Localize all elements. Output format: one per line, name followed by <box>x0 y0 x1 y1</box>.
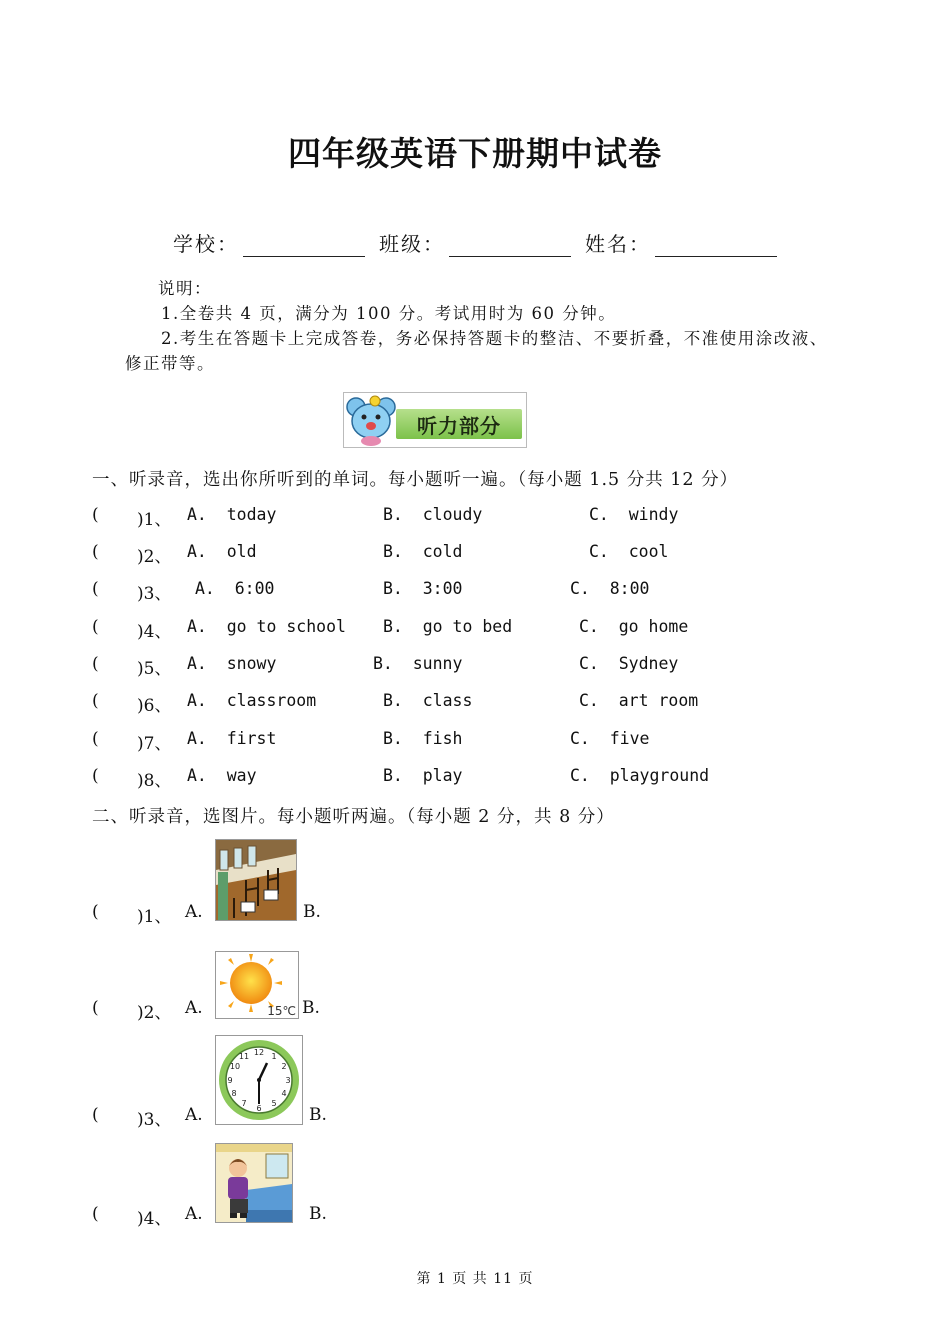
question-row-8 <box>92 766 872 792</box>
svg-text:12: 12 <box>253 1048 265 1057</box>
question-number: )4、 <box>137 622 172 642</box>
svg-text:1: 1 <box>271 1052 277 1061</box>
option-b[interactable]: B. fish <box>383 729 463 748</box>
answer-paren[interactable]: ( <box>92 542 99 562</box>
question-row-3 <box>92 579 872 605</box>
svg-text:8: 8 <box>231 1089 237 1098</box>
svg-text:11: 11 <box>238 1052 250 1061</box>
question-number: )2、 <box>137 547 172 567</box>
instructions-label: 说明： <box>158 279 212 298</box>
question-row-1 <box>92 505 872 531</box>
question-number: )3、 <box>137 584 172 604</box>
question-row-5 <box>92 654 872 680</box>
classroom-image[interactable] <box>215 839 297 921</box>
option-c[interactable]: C. five <box>570 729 650 748</box>
temperature-label: 15℃ <box>267 1004 296 1018</box>
svg-text:3: 3 <box>285 1076 291 1085</box>
option-b[interactable]: B. sunny <box>373 654 463 673</box>
bear-mascot-icon <box>344 393 404 447</box>
class-label: 班级： <box>379 232 445 256</box>
option-c[interactable]: C. go home <box>579 617 689 636</box>
option-b-label: B. <box>309 1204 327 1224</box>
option-a[interactable]: A. 6:00 <box>195 579 275 598</box>
school-blank <box>243 234 365 257</box>
option-c[interactable]: C. 8:00 <box>570 579 650 598</box>
svg-text:7: 7 <box>241 1099 247 1108</box>
answer-paren[interactable]: ( <box>92 617 99 637</box>
option-b[interactable]: B. class <box>383 691 473 710</box>
option-a[interactable]: A. classroom <box>187 691 317 710</box>
answer-paren[interactable]: ( <box>92 902 99 922</box>
option-a-label: A. <box>185 1105 203 1125</box>
section1-heading: 一、听录音，选出你所听到的单词。每小题听一遍。（每小题 1.5 分共 12 分） <box>92 470 739 490</box>
option-b-label: B. <box>302 998 320 1018</box>
option-c[interactable]: C. Sydney <box>579 654 679 673</box>
question-number: )2、 <box>137 1003 172 1023</box>
option-b[interactable]: B. 3:00 <box>383 579 463 598</box>
question-number: )1、 <box>137 907 172 927</box>
page-title: 四年级英语下册期中试卷 <box>288 134 662 173</box>
answer-paren[interactable]: ( <box>92 729 99 749</box>
clock-image[interactable] <box>215 1035 303 1125</box>
svg-text:10: 10 <box>229 1062 241 1071</box>
instruction-item-2: 2.考生在答题卡上完成答卷，务必保持答题卡的整洁、不要折叠，不准使用涂改液、 <box>161 329 828 348</box>
answer-paren[interactable]: ( <box>92 766 99 786</box>
option-c[interactable]: C. cool <box>589 542 669 561</box>
answer-paren[interactable]: ( <box>92 691 99 711</box>
student-info-line <box>0 228 950 257</box>
option-a[interactable]: A. go to school <box>187 617 346 636</box>
svg-text:2: 2 <box>281 1062 287 1071</box>
svg-text:4: 4 <box>281 1089 287 1098</box>
name-field <box>585 228 777 257</box>
name-blank <box>655 234 777 257</box>
answer-paren[interactable]: ( <box>92 654 99 674</box>
option-c[interactable]: C. windy <box>589 505 679 524</box>
instruction-item-2-cont: 修正带等。 <box>125 354 215 373</box>
question-row-4 <box>92 617 872 643</box>
question-row-7 <box>92 729 872 755</box>
answer-paren[interactable]: ( <box>92 579 99 599</box>
answer-paren[interactable]: ( <box>92 1105 99 1125</box>
instructions <box>125 276 865 376</box>
option-a[interactable]: A. today <box>187 505 277 524</box>
svg-text:5: 5 <box>271 1099 277 1108</box>
option-c[interactable]: C. art room <box>579 691 699 710</box>
question-number: )1、 <box>137 510 172 530</box>
answer-paren[interactable]: ( <box>92 1204 99 1224</box>
option-b[interactable]: B. play <box>383 766 463 785</box>
option-a[interactable]: A. old <box>187 542 257 561</box>
question-number: )3、 <box>137 1110 172 1130</box>
option-a-label: A. <box>185 998 203 1018</box>
option-a[interactable]: A. way <box>187 766 257 785</box>
question-number: )8、 <box>137 771 172 791</box>
question-number: )5、 <box>137 659 172 679</box>
listening-banner <box>343 392 527 448</box>
name-label: 姓名： <box>585 232 651 256</box>
sunny-weather-image[interactable] <box>215 951 299 1019</box>
option-a[interactable]: A. snowy <box>187 654 277 673</box>
svg-text:9: 9 <box>227 1076 233 1085</box>
question-number: )4、 <box>137 1209 172 1229</box>
section2-heading: 二、听录音，选图片。每小题听两遍。（每小题 2 分，共 8 分） <box>92 807 615 827</box>
listening-banner-label: 听力部分 <box>396 409 522 439</box>
page-footer: 第 1 页 共 11 页 <box>416 1271 534 1287</box>
svg-text:6: 6 <box>256 1104 262 1113</box>
option-b[interactable]: B. cold <box>383 542 463 561</box>
option-a-label: A. <box>185 902 203 922</box>
answer-paren[interactable]: ( <box>92 998 99 1018</box>
option-b[interactable]: B. cloudy <box>383 505 483 524</box>
option-a-label: A. <box>185 1204 203 1224</box>
question-number: )6、 <box>137 696 172 716</box>
class-blank <box>449 234 571 257</box>
option-b-label: B. <box>303 902 321 922</box>
class-field <box>379 228 571 257</box>
answer-paren[interactable]: ( <box>92 505 99 525</box>
option-b-label: B. <box>309 1105 327 1125</box>
go-to-bed-image[interactable] <box>215 1143 293 1223</box>
option-a[interactable]: A. first <box>187 729 277 748</box>
question-row-2 <box>92 542 872 568</box>
school-label: 学校： <box>173 232 239 256</box>
option-c[interactable]: C. playground <box>570 766 710 785</box>
bedroom-scene-icon <box>216 1144 292 1222</box>
question-number: )7、 <box>137 734 172 754</box>
instruction-item-1: 1.全卷共 4 页，满分为 100 分。考试用时为 60 分钟。 <box>161 304 617 323</box>
question-row-6 <box>92 691 872 717</box>
clock-icon <box>216 1036 302 1124</box>
school-field <box>173 228 365 257</box>
option-b[interactable]: B. go to bed <box>383 617 513 636</box>
